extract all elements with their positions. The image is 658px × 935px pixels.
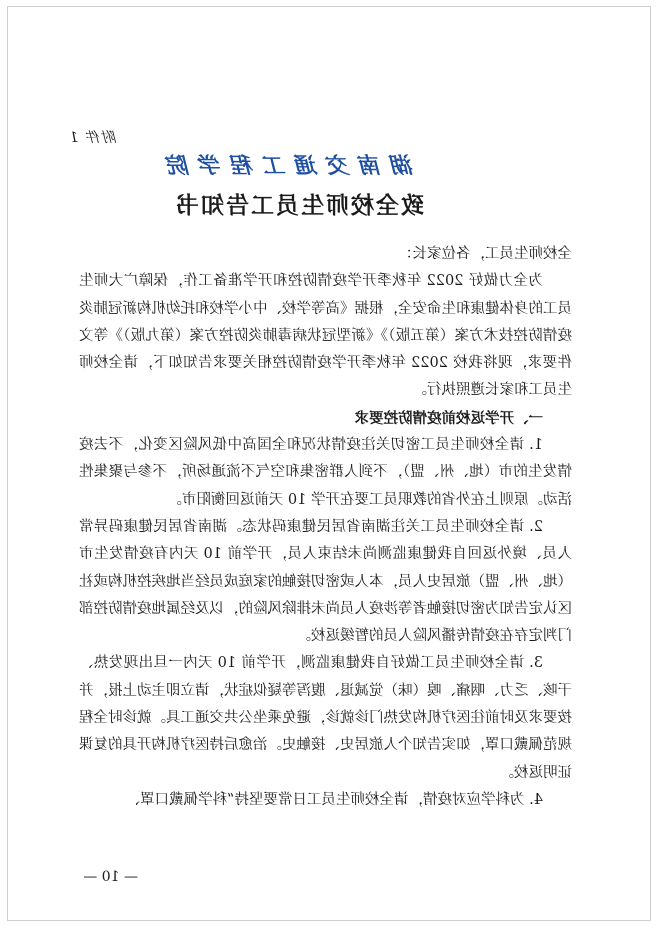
list-item: 4. 为科学应对疫情，请全校师生员工日常要坚持“科学佩戴口罩、 [125, 791, 543, 808]
doc-title: 致全校师生员工告知书 [174, 192, 424, 219]
document-page [7, 6, 651, 921]
mirrored-content [8, 7, 650, 920]
school-logo-text: 湖南交通工程学院 [157, 153, 414, 179]
list-item: 3. 请全校师生员工做好自我健康监测，开学前 10 天内一旦出现发热、干咳、乏力、咽痛、嗅（味）觉减退、腹泻等疑似症状，请立即主动上报，并按要求及时前往医疗机构发热门诊就诊，避免乘坐公共交通工具。就诊时全程规范佩戴口罩，如实告知个人旅居史、接触史。治愈后持医疗机构开具的复课证明返校。 [79, 655, 572, 781]
greeting: 全校师生员工，各位家长： [398, 246, 572, 262]
section-heading: 一、开学返校前疫情防控要求 [354, 409, 543, 427]
document-body [79, 241, 572, 814]
list-item: 2. 请全校师生员工关注湖南省居民健康码状态。湖南省居民健康码异常人员、境外返回自我健康监测尚未结束人员，开学前 10 天内有疫情发生市（地、州、盟）旅居史人员，本人或密切接触的家庭成员经当地疾控机构或社区认定告知为密切接触者等涉疫人员尚未排除风险的，以及经属地疫情防控部门判定存在疫情传播风险人员的暂缓返校。 [79, 518, 572, 645]
intro-paragraph: 为全力做好 2022 年秋季开学疫情防控和开学准备工作，保障广大师生员工的身体健康和生命安全，根据《高等学校、中小学校和托幼机构新冠肺炎疫情防控技术方案（第五版）》《新型冠状病毒肺炎防控方案（第九版）》等文件要求，现将我校 2022 年秋季开学疫情防控相关要求告知如下，请全校师生员工和家长遵照执行。 [79, 273, 572, 399]
page-number: — 10 — [83, 869, 138, 885]
list-item: 1. 请全校师生员工密切关注疫情状况和全国高中低风险区变化，不去疫情发生的市（地、州、盟），不到人群密集和空气不流通场所，不参与聚集性活动。原则上在外省的教职员工要在开学 10 天前返回衡阳市。 [79, 437, 572, 508]
attachment-label: 附件 1 [67, 130, 117, 146]
